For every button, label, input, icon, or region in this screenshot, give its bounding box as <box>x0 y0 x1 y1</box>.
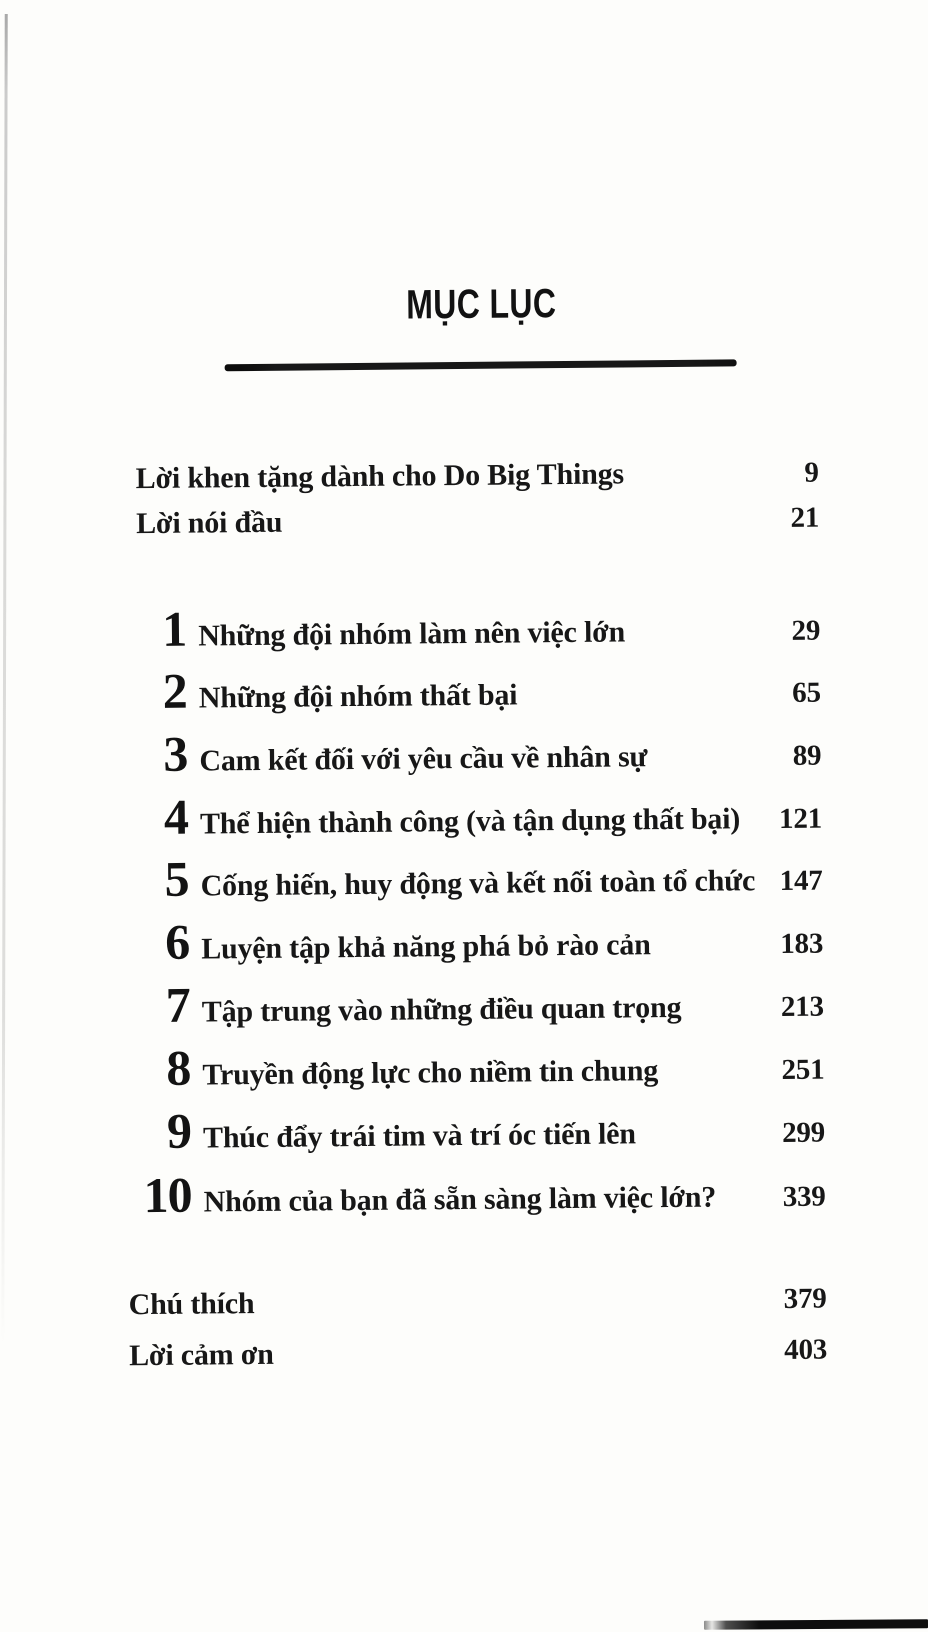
chapter-number: 4 <box>163 788 189 845</box>
chapter-number: 8 <box>166 1039 191 1096</box>
toc-entry-chapter <box>135 913 824 970</box>
toc-entry-chapter <box>134 788 823 845</box>
chapter-title: Luyện tập khả năng phá bỏ rào cản <box>201 928 651 966</box>
entry-title: Lời cảm ơn <box>128 1337 274 1373</box>
page-number: 147 <box>779 864 823 897</box>
page-number: 65 <box>792 676 821 709</box>
page-number: 89 <box>792 739 822 772</box>
chapter-number: 1 <box>161 600 187 657</box>
toc-entry-back-matter <box>128 1281 826 1324</box>
title-divider-rule <box>225 359 737 371</box>
toc-entry-front-matter <box>136 500 819 543</box>
page-number: 213 <box>780 990 824 1023</box>
page-number: 339 <box>782 1180 826 1213</box>
entry-title: Lời khen tặng dành cho Do Big Things <box>135 457 625 496</box>
chapter-title: Thúc đẩy trái tim và trí óc tiến lên <box>202 1117 636 1155</box>
page-number: 403 <box>784 1333 828 1366</box>
page-number: 9 <box>804 456 819 489</box>
chapter-title: Truyền động lực cho niềm tin chung <box>202 1054 659 1092</box>
toc-entry-back-matter <box>129 1332 827 1375</box>
page-number: 21 <box>790 501 820 534</box>
chapter-title: Nhóm của bạn đã sẵn sàng làm việc lớn? <box>203 1180 717 1219</box>
chapter-title: Thể hiện thành công (và tận dụng thất bại) <box>199 802 741 841</box>
page-number: 251 <box>781 1053 825 1086</box>
page-number: 29 <box>791 614 821 647</box>
toc-entry-chapter <box>134 850 823 907</box>
toc-entry-chapter <box>136 1039 825 1096</box>
toc-entry-chapter <box>133 662 821 719</box>
chapter-title: Cam kết đối với yêu cầu về nhân sự <box>199 740 648 778</box>
chapter-number: 3 <box>163 725 188 782</box>
page-number: 379 <box>783 1282 827 1315</box>
page-number: 183 <box>780 927 824 960</box>
chapter-number: 10 <box>143 1166 192 1224</box>
page-number: 121 <box>778 802 823 835</box>
chapter-number: 9 <box>166 1102 192 1159</box>
entry-title: Lời nói đầu <box>135 505 283 541</box>
page-title-text: MỤC LỤC <box>405 280 557 328</box>
chapter-number: 5 <box>164 850 189 907</box>
page-title <box>226 281 736 327</box>
chapter-number: 6 <box>164 913 190 970</box>
entry-title: Chú thích <box>128 1287 255 1322</box>
toc-entry-chapter <box>137 1102 826 1159</box>
toc-entry-chapter <box>133 725 822 782</box>
chapter-title: Những đội nhóm làm nên việc lớn <box>198 615 626 653</box>
chapter-title: Tập trung vào những điều quan trọng <box>201 990 682 1029</box>
chapter-title: Cống hiến, huy động và kết nối toàn tổ chức <box>200 864 756 903</box>
toc-entry-chapter <box>137 1166 826 1224</box>
chapter-title: Những đội nhóm thất bại <box>198 678 518 715</box>
toc-entry-front-matter <box>136 455 819 498</box>
page-number: 299 <box>781 1116 826 1149</box>
toc-entry-chapter <box>136 976 824 1033</box>
chapter-number: 2 <box>162 662 188 719</box>
scan-bottom-edge-mark <box>704 1619 928 1630</box>
chapter-number: 7 <box>165 976 191 1033</box>
toc-entry-chapter <box>132 600 821 657</box>
